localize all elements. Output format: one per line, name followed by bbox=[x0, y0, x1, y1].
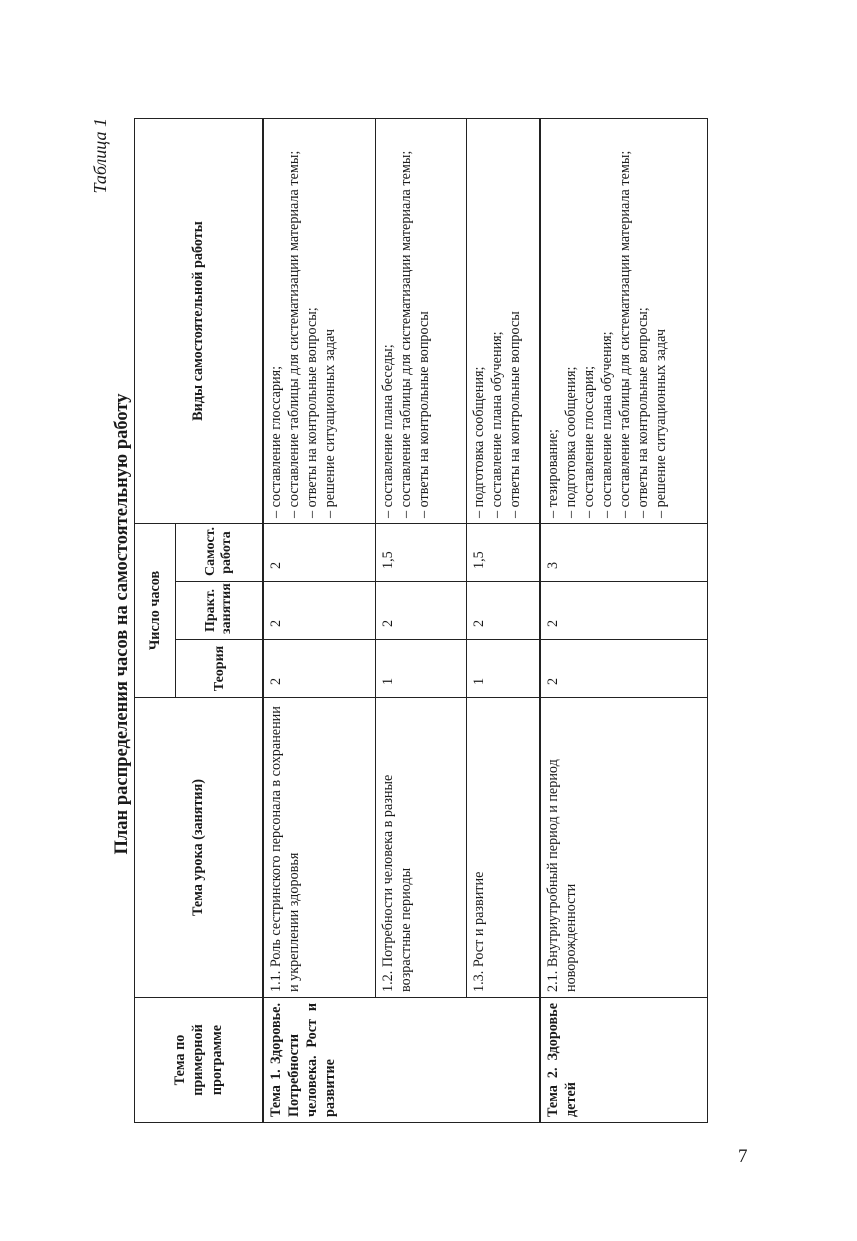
table-row bbox=[540, 119, 708, 1123]
lesson-cell: 1.1. Роль сестринского персонала в сохранении и укреплении здоровья bbox=[263, 698, 376, 998]
work-item: – подготовка сообщения; bbox=[563, 366, 580, 518]
header-theory bbox=[176, 640, 264, 698]
page-title: План распределения часов на самостоятельную работу bbox=[112, 393, 132, 855]
work-item: – ответы на контрольные вопросы; bbox=[635, 307, 652, 518]
hours-distribution-table bbox=[134, 118, 708, 1123]
work-item: – составление таблицы для систематизации материала темы; bbox=[617, 150, 634, 518]
topic-cell: Тема 2. Здоровье детей bbox=[540, 998, 708, 1123]
work-item: – составление плана обучения; bbox=[489, 331, 506, 518]
lesson-cell: 1.2. Потребности человека в разные возрастные периоды bbox=[376, 698, 467, 998]
topic-cell: Тема 1. Здоровье. Потребности человека. Рост и развитие bbox=[263, 998, 540, 1123]
work-item: – ответы на контрольные вопросы; bbox=[304, 307, 321, 518]
table-caption: Таблица 1 bbox=[90, 118, 110, 194]
header-theory-label: Теория bbox=[211, 645, 227, 692]
work-item: – составление плана беседы; bbox=[380, 344, 396, 518]
practice-cell: 2 bbox=[467, 582, 541, 640]
practice-cell: 2 bbox=[376, 582, 467, 640]
theory-cell: 1 bbox=[376, 640, 467, 698]
work-item: – составление таблицы для систематизации материала темы; bbox=[398, 150, 415, 518]
lesson-cell: 2.1. Внутриутробный период и период новорожденности bbox=[540, 698, 708, 998]
page-number: 7 bbox=[738, 1146, 748, 1167]
header-practice bbox=[176, 582, 264, 640]
self-work-cell: 3 bbox=[540, 524, 708, 582]
work-item: – составление плана обучения; bbox=[599, 331, 616, 518]
work-types-cell bbox=[376, 119, 467, 524]
work-item: – решение ситуационных задач bbox=[653, 328, 670, 518]
theory-cell: 2 bbox=[263, 640, 376, 698]
work-item: – составление таблицы для систематизации материала темы; bbox=[286, 150, 303, 518]
header-lesson: Тема урока (занятия) bbox=[135, 698, 264, 998]
theory-cell: 2 bbox=[540, 640, 708, 698]
rotated-page-content bbox=[90, 118, 755, 1130]
header-topic: Тема по примерной программе bbox=[135, 998, 264, 1123]
header-practice-line1: Практ. bbox=[202, 588, 218, 633]
work-item: – ответы на контрольные вопросы bbox=[416, 311, 433, 518]
theory-cell: 1 bbox=[467, 640, 541, 698]
table-row bbox=[263, 119, 376, 1123]
table-row bbox=[467, 119, 541, 1123]
practice-cell: 2 bbox=[263, 582, 376, 640]
header-work: Виды самостоятельной работы bbox=[135, 119, 264, 524]
self-work-cell: 1,5 bbox=[467, 524, 541, 582]
work-item: – тезирование; bbox=[545, 429, 561, 518]
work-item: – подготовка сообщения; bbox=[471, 366, 487, 518]
self-work-cell: 2 bbox=[263, 524, 376, 582]
work-item: – составление глоссария; bbox=[581, 365, 598, 518]
work-item: – ответы на контрольные вопросы bbox=[507, 311, 524, 518]
header-self bbox=[176, 524, 264, 582]
work-item: – решение ситуационных задач bbox=[322, 328, 339, 518]
work-types-cell bbox=[263, 119, 376, 524]
header-hours: Число часов bbox=[135, 524, 176, 698]
work-types-cell bbox=[467, 119, 541, 524]
lesson-cell: 1.3. Рост и развитие bbox=[467, 698, 541, 998]
table-header-row bbox=[135, 119, 176, 1123]
table-row bbox=[376, 119, 467, 1123]
header-self-line1: Самост. bbox=[202, 527, 218, 576]
header-self-line2: работа bbox=[219, 531, 234, 574]
self-work-cell: 1,5 bbox=[376, 524, 467, 582]
work-types-cell bbox=[540, 119, 708, 524]
work-item: – составление глоссария; bbox=[268, 365, 284, 518]
practice-cell: 2 bbox=[540, 582, 708, 640]
header-practice-line2: занятия bbox=[219, 583, 234, 634]
